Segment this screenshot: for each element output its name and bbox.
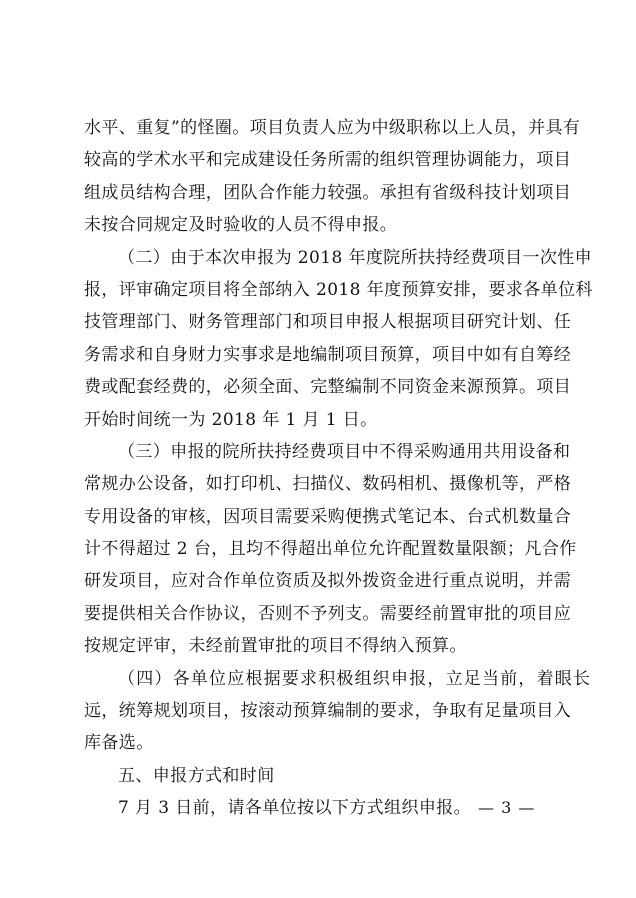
text-line: （三）申报的院所扶持经费项目中不得采购通用共用设备和 [118, 441, 571, 462]
text-line: 组成员结构合理，团队合作能力较强。承担有省级科技计划项目 [84, 182, 572, 203]
paragraph-item-3 [84, 436, 577, 663]
section-heading [84, 760, 564, 792]
text-line: 开始时间统一为 2018 年 1 月 1 日。 [84, 409, 378, 430]
text-line: 计不得超过 2 台，且均不得超出单位允许配置数量限额；凡合作 [84, 539, 577, 560]
text-line: 报，评审确定项目将全部纳入 2018 年度预算安排，要求各单位科 [84, 279, 593, 300]
text-line: 7 月 3 日前，请各单位按以下方式组织申报。 [118, 798, 472, 819]
text-line: 未按合同规定及时验收的人员不得申报。 [84, 215, 398, 236]
text-line: （四）各单位应根据要求积极组织申报，立足当前，着眼长 [118, 668, 592, 689]
paragraph-continuation [84, 112, 581, 242]
text-line: 务需求和自身财力实事求是地编制项目预算，项目中如有自筹经 [84, 344, 572, 365]
text-line: 较高的学术水平和完成建设任务所需的组织管理协调能力，项目 [84, 150, 572, 171]
text-line: 要提供相关合作协议，否则不予列支。需要经前置审批的项目应 [84, 603, 572, 624]
heading-line: 五、申报方式和时间 [118, 765, 275, 786]
document-body [84, 112, 593, 825]
text-line: 费或配套经费的，必须全面、完整编制不同资金来源预算。项目 [84, 377, 572, 398]
text-line: 水平、重复”的怪圈。项目负责人应为中级职称以上人员，并具有 [84, 118, 581, 138]
text-line: 技管理部门、财务管理部门和项目申报人根据项目研究计划、任 [84, 312, 572, 333]
paragraph-item-4 [84, 663, 592, 760]
text-line: 按规定评审，未经前置审批的项目不得纳入预算。 [84, 636, 467, 657]
text-line: 研发项目，应对合作单位资质及拟外拨资金进行重点说明，并需 [84, 571, 572, 592]
text-line: 专用设备的审核，因项目需要采购便携式笔记本、台式机数量合 [84, 506, 572, 527]
paragraph-item-2 [84, 242, 593, 436]
text-line: 远，统筹规划项目，按滚动预算编制的要求，争取有足量项目入 [84, 701, 572, 722]
page-number: — 3 — [478, 798, 536, 817]
text-line: 常规办公设备，如打印机、扫描仪、数码相机、摄像机等，严格 [84, 474, 572, 495]
text-line: 库备选。 [84, 733, 154, 754]
text-line: （二）由于本次申报为 2018 年度院所扶持经费项目一次性申 [118, 247, 593, 268]
